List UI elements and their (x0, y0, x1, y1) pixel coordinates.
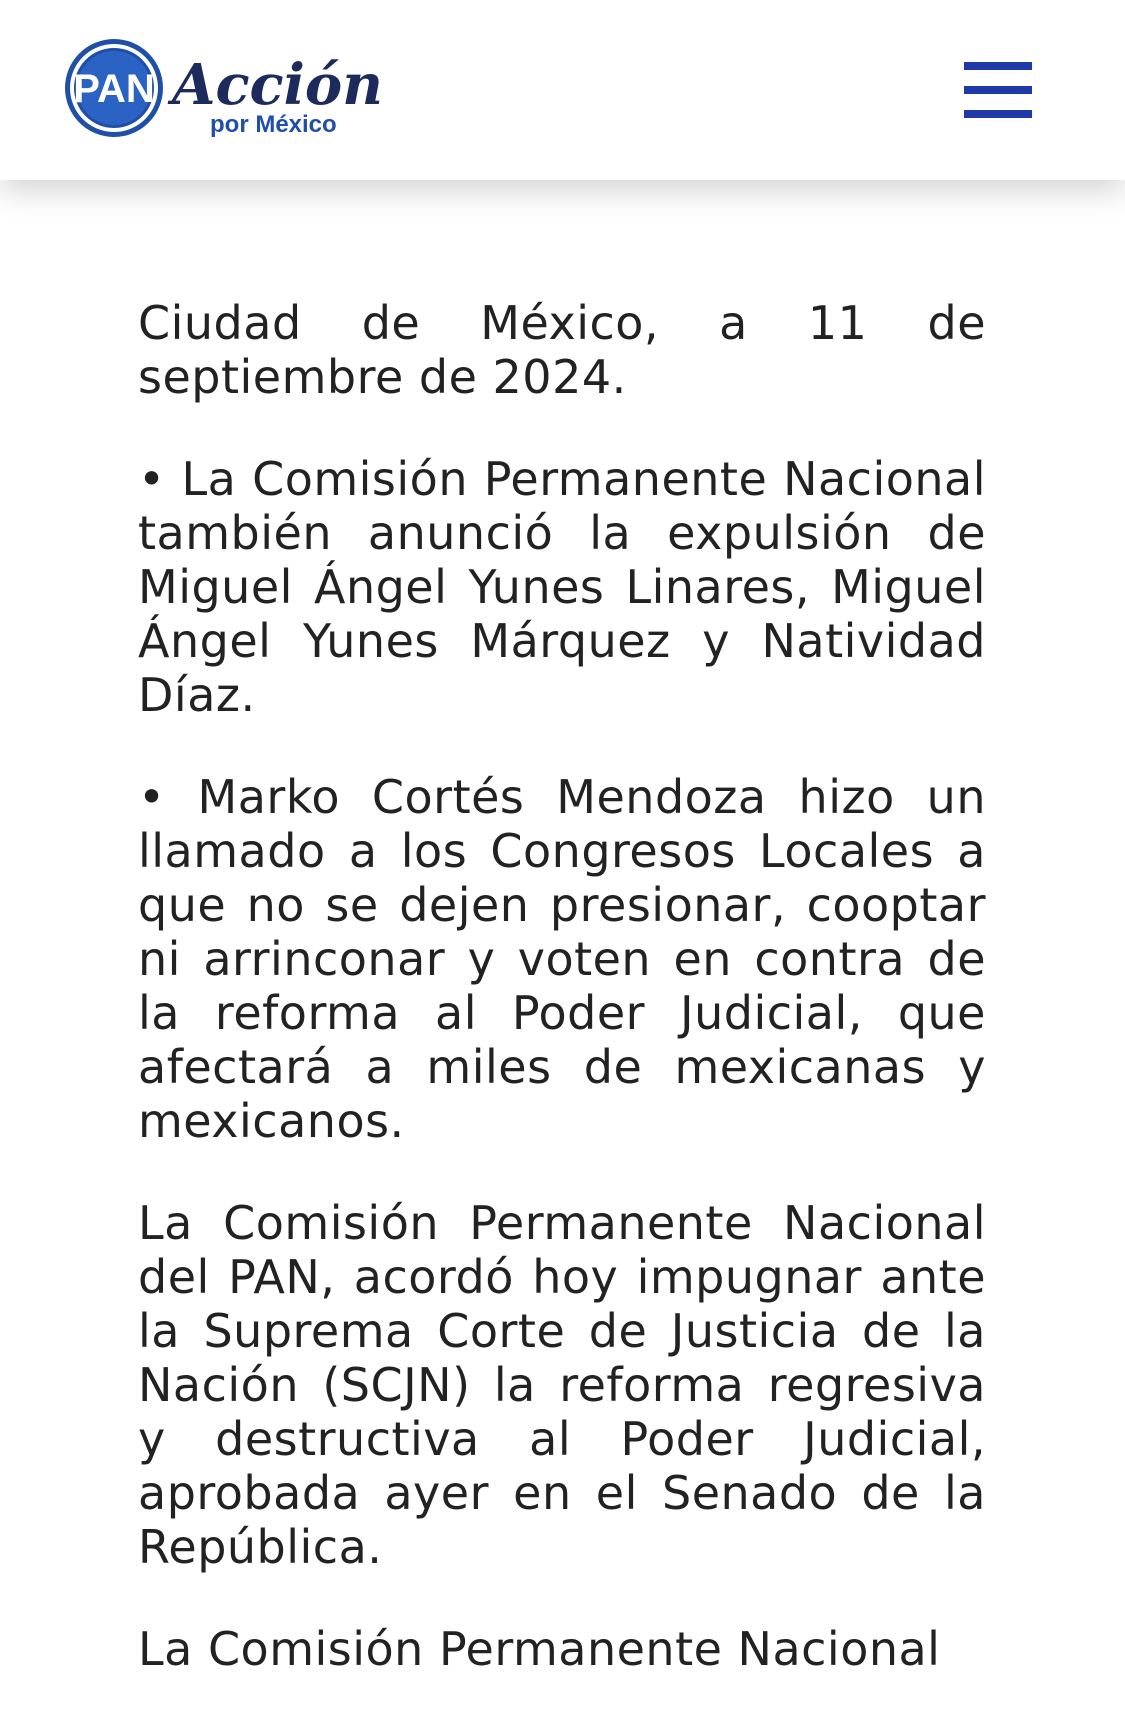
article-paragraph: La Comisión Permanente Nacional del PAN, acordó hoy impugnar ante la Suprema Corte de Justicia de la Nación (SCJN) la reforma regresiva y destructiva al Poder Judicial, aprobada ayer en el Senado de la República. (138, 1196, 986, 1574)
site-header (0, 0, 1125, 180)
menu-bar (964, 62, 1032, 70)
article-bullet-congresos: • Marko Cortés Mendoza hizo un llamado a los Congresos Locales a que no se dejen presionar, cooptar ni arrinconar y voten en contra de la reforma al Poder Judicial, que afectará a miles de mexicanas y mexicanos. (138, 770, 986, 1148)
hamburger-icon[interactable] (960, 56, 1036, 128)
menu-bar (964, 86, 1032, 94)
article-bullet-expulsion: • La Comisión Permanente Nacional también anunció la expulsión de Miguel Ángel Yunes Linares, Miguel Ángel Yunes Márquez y Natividad Díaz. (138, 452, 986, 722)
article-dateline: Ciudad de México, a 11 de septiembre de 2024. (138, 296, 986, 404)
logo-badge-text: PAN (73, 67, 155, 111)
logo-script-text: Acción (172, 52, 383, 118)
article-body (138, 296, 986, 1724)
logo-sub-text: por México (210, 111, 337, 138)
article-paragraph-partial: La Comisión Permanente Nacional (138, 1622, 941, 1676)
pan-logo[interactable] (64, 38, 384, 148)
menu-bar (964, 110, 1032, 118)
